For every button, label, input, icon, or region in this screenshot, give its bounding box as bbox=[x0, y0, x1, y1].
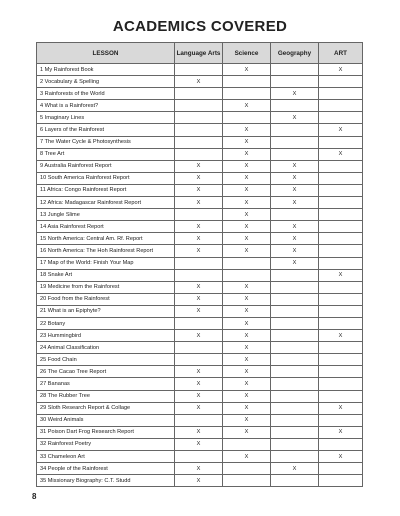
science-cell: X bbox=[223, 293, 271, 305]
art-cell bbox=[319, 390, 363, 402]
science-cell: X bbox=[223, 245, 271, 257]
science-cell: X bbox=[223, 366, 271, 378]
lesson-cell: 25 Food Chain bbox=[37, 354, 175, 366]
lesson-cell: 13 Jungle Slime bbox=[37, 209, 175, 221]
header-science: Science bbox=[223, 43, 271, 64]
art-cell: X bbox=[319, 330, 363, 342]
lesson-cell: 24 Animal Classification bbox=[37, 342, 175, 354]
table-row bbox=[37, 209, 363, 221]
language-arts-cell bbox=[175, 64, 223, 76]
geography-cell bbox=[271, 414, 319, 426]
table-row bbox=[37, 378, 363, 390]
language-arts-cell: X bbox=[175, 330, 223, 342]
lesson-cell: 34 People of the Rainforest bbox=[37, 463, 175, 475]
lesson-cell: 4 What is a Rainforest? bbox=[37, 100, 175, 112]
science-cell: X bbox=[223, 342, 271, 354]
table-row bbox=[37, 269, 363, 281]
language-arts-cell: X bbox=[175, 160, 223, 172]
language-arts-cell: X bbox=[175, 305, 223, 317]
lesson-cell: 12 Africa: Madagascar Rainforest Report bbox=[37, 197, 175, 209]
science-cell bbox=[223, 88, 271, 100]
geography-cell bbox=[271, 402, 319, 414]
lesson-cell: 21 What is an Epiphyte? bbox=[37, 305, 175, 317]
lesson-cell: 27 Bananas bbox=[37, 378, 175, 390]
science-cell: X bbox=[223, 100, 271, 112]
language-arts-cell bbox=[175, 88, 223, 100]
geography-cell bbox=[271, 342, 319, 354]
art-cell bbox=[319, 293, 363, 305]
geography-cell: X bbox=[271, 245, 319, 257]
art-cell bbox=[319, 463, 363, 475]
geography-cell bbox=[271, 281, 319, 293]
science-cell: X bbox=[223, 136, 271, 148]
lesson-cell: 5 Imaginary Lines bbox=[37, 112, 175, 124]
language-arts-cell bbox=[175, 317, 223, 329]
science-cell bbox=[223, 269, 271, 281]
art-cell bbox=[319, 257, 363, 269]
art-cell: X bbox=[319, 148, 363, 160]
lesson-cell: 31 Poison Dart Frog Research Report bbox=[37, 426, 175, 438]
science-cell bbox=[223, 257, 271, 269]
science-cell bbox=[223, 438, 271, 450]
geography-cell bbox=[271, 330, 319, 342]
table-row bbox=[37, 245, 363, 257]
page-number: 8 bbox=[32, 492, 37, 501]
science-cell: X bbox=[223, 317, 271, 329]
geography-cell: X bbox=[271, 88, 319, 100]
table-header-row bbox=[37, 43, 363, 64]
table-row bbox=[37, 354, 363, 366]
geography-cell bbox=[271, 148, 319, 160]
table-row bbox=[37, 426, 363, 438]
language-arts-cell bbox=[175, 269, 223, 281]
science-cell: X bbox=[223, 354, 271, 366]
geography-cell bbox=[271, 293, 319, 305]
art-cell bbox=[319, 172, 363, 184]
art-cell: X bbox=[319, 64, 363, 76]
science-cell: X bbox=[223, 124, 271, 136]
language-arts-cell: X bbox=[175, 402, 223, 414]
language-arts-cell: X bbox=[175, 233, 223, 245]
art-cell bbox=[319, 475, 363, 487]
art-cell bbox=[319, 221, 363, 233]
language-arts-cell: X bbox=[175, 475, 223, 487]
table-row bbox=[37, 451, 363, 463]
geography-cell: X bbox=[271, 184, 319, 196]
language-arts-cell bbox=[175, 124, 223, 136]
table-row bbox=[37, 402, 363, 414]
lesson-cell: 26 The Cacao Tree Report bbox=[37, 366, 175, 378]
table-row bbox=[37, 438, 363, 450]
table-row bbox=[37, 76, 363, 88]
lesson-cell: 33 Chameleon Art bbox=[37, 451, 175, 463]
geography-cell bbox=[271, 378, 319, 390]
lesson-cell: 7 The Water Cycle & Photosynthesis bbox=[37, 136, 175, 148]
science-cell: X bbox=[223, 160, 271, 172]
lesson-cell: 6 Layers of the Rainforest bbox=[37, 124, 175, 136]
geography-cell bbox=[271, 64, 319, 76]
header-lesson: LESSON bbox=[37, 43, 175, 64]
lesson-cell: 28 The Rubber Tree bbox=[37, 390, 175, 402]
table-row bbox=[37, 112, 363, 124]
science-cell: X bbox=[223, 414, 271, 426]
science-cell: X bbox=[223, 305, 271, 317]
lesson-cell: 17 Map of the World: Finish Your Map bbox=[37, 257, 175, 269]
science-cell bbox=[223, 112, 271, 124]
lesson-cell: 1 My Rainforest Book bbox=[37, 64, 175, 76]
language-arts-cell bbox=[175, 136, 223, 148]
language-arts-cell bbox=[175, 148, 223, 160]
language-arts-cell bbox=[175, 100, 223, 112]
science-cell: X bbox=[223, 233, 271, 245]
geography-cell: X bbox=[271, 112, 319, 124]
science-cell: X bbox=[223, 221, 271, 233]
table-row bbox=[37, 390, 363, 402]
science-cell: X bbox=[223, 426, 271, 438]
language-arts-cell: X bbox=[175, 463, 223, 475]
art-cell bbox=[319, 136, 363, 148]
geography-cell bbox=[271, 209, 319, 221]
science-cell: X bbox=[223, 148, 271, 160]
lesson-cell: 23 Hummingbird bbox=[37, 330, 175, 342]
art-cell bbox=[319, 209, 363, 221]
geography-cell bbox=[271, 438, 319, 450]
geography-cell bbox=[271, 317, 319, 329]
table-row bbox=[37, 160, 363, 172]
geography-cell bbox=[271, 366, 319, 378]
table-row bbox=[37, 136, 363, 148]
table-row bbox=[37, 233, 363, 245]
art-cell bbox=[319, 438, 363, 450]
lesson-cell: 3 Rainforests of the World bbox=[37, 88, 175, 100]
geography-cell: X bbox=[271, 221, 319, 233]
science-cell bbox=[223, 475, 271, 487]
geography-cell: X bbox=[271, 233, 319, 245]
geography-cell: X bbox=[271, 197, 319, 209]
table-row bbox=[37, 330, 363, 342]
table-row bbox=[37, 172, 363, 184]
science-cell: X bbox=[223, 330, 271, 342]
table-row bbox=[37, 305, 363, 317]
art-cell bbox=[319, 378, 363, 390]
lesson-cell: 9 Australia Rainforest Report bbox=[37, 160, 175, 172]
science-cell bbox=[223, 463, 271, 475]
geography-cell bbox=[271, 305, 319, 317]
art-cell: X bbox=[319, 402, 363, 414]
geography-cell bbox=[271, 76, 319, 88]
page-title: ACADEMICS COVERED bbox=[112, 18, 288, 35]
table-row bbox=[37, 293, 363, 305]
lesson-cell: 16 North America: The Hoh Rainforest Report bbox=[37, 245, 175, 257]
art-cell bbox=[319, 245, 363, 257]
table-row bbox=[37, 124, 363, 136]
art-cell bbox=[319, 305, 363, 317]
lesson-cell: 29 Sloth Research Report & Collage bbox=[37, 402, 175, 414]
header-art: ART bbox=[319, 43, 363, 64]
art-cell bbox=[319, 100, 363, 112]
art-cell: X bbox=[319, 124, 363, 136]
art-cell bbox=[319, 354, 363, 366]
geography-cell bbox=[271, 354, 319, 366]
table-row bbox=[37, 257, 363, 269]
geography-cell bbox=[271, 426, 319, 438]
table-row bbox=[37, 366, 363, 378]
lesson-cell: 22 Botany bbox=[37, 317, 175, 329]
table-row bbox=[37, 148, 363, 160]
language-arts-cell: X bbox=[175, 390, 223, 402]
science-cell bbox=[223, 76, 271, 88]
geography-cell: X bbox=[271, 257, 319, 269]
science-cell: X bbox=[223, 209, 271, 221]
table-row bbox=[37, 342, 363, 354]
lesson-cell: 30 Weird Animals bbox=[37, 414, 175, 426]
art-cell bbox=[319, 197, 363, 209]
language-arts-cell bbox=[175, 209, 223, 221]
language-arts-cell: X bbox=[175, 378, 223, 390]
language-arts-cell bbox=[175, 112, 223, 124]
art-cell bbox=[319, 184, 363, 196]
table-row bbox=[37, 100, 363, 112]
header-language-arts: Language Arts bbox=[175, 43, 223, 64]
geography-cell: X bbox=[271, 160, 319, 172]
table-row bbox=[37, 475, 363, 487]
art-cell bbox=[319, 88, 363, 100]
geography-cell bbox=[271, 451, 319, 463]
science-cell: X bbox=[223, 378, 271, 390]
science-cell: X bbox=[223, 64, 271, 76]
table-row bbox=[37, 184, 363, 196]
art-cell bbox=[319, 281, 363, 293]
lesson-cell: 32 Rainforest Poetry bbox=[37, 438, 175, 450]
table-row bbox=[37, 414, 363, 426]
lesson-cell: 15 North America: Central Am. Rf. Report bbox=[37, 233, 175, 245]
lesson-cell: 11 Africa: Congo Rainforest Report bbox=[37, 184, 175, 196]
lesson-cell: 14 Asia Rainforest Report bbox=[37, 221, 175, 233]
table-row bbox=[37, 197, 363, 209]
language-arts-cell: X bbox=[175, 76, 223, 88]
art-cell bbox=[319, 317, 363, 329]
science-cell: X bbox=[223, 451, 271, 463]
science-cell: X bbox=[223, 172, 271, 184]
art-cell bbox=[319, 414, 363, 426]
table-row bbox=[37, 221, 363, 233]
geography-cell bbox=[271, 124, 319, 136]
geography-cell bbox=[271, 136, 319, 148]
language-arts-cell: X bbox=[175, 293, 223, 305]
science-cell: X bbox=[223, 402, 271, 414]
lesson-cell: 19 Medicine from the Rainforest bbox=[37, 281, 175, 293]
science-cell: X bbox=[223, 197, 271, 209]
geography-cell bbox=[271, 100, 319, 112]
language-arts-cell: X bbox=[175, 366, 223, 378]
science-cell: X bbox=[223, 390, 271, 402]
language-arts-cell: X bbox=[175, 245, 223, 257]
geography-cell: X bbox=[271, 172, 319, 184]
language-arts-cell: X bbox=[175, 426, 223, 438]
language-arts-cell: X bbox=[175, 184, 223, 196]
geography-cell: X bbox=[271, 463, 319, 475]
geography-cell bbox=[271, 390, 319, 402]
lesson-cell: 10 South America Rainforest Report bbox=[37, 172, 175, 184]
academics-table bbox=[36, 42, 363, 487]
language-arts-cell: X bbox=[175, 281, 223, 293]
art-cell bbox=[319, 342, 363, 354]
lesson-cell: 8 Tree Art bbox=[37, 148, 175, 160]
table-row bbox=[37, 317, 363, 329]
art-cell: X bbox=[319, 451, 363, 463]
language-arts-cell bbox=[175, 414, 223, 426]
language-arts-cell bbox=[175, 451, 223, 463]
table-row bbox=[37, 64, 363, 76]
lesson-cell: 2 Vocabulary & Spelling bbox=[37, 76, 175, 88]
lesson-cell: 20 Food from the Rainforest bbox=[37, 293, 175, 305]
lesson-cell: 35 Missionary Biography: C.T. Studd bbox=[37, 475, 175, 487]
table-row bbox=[37, 281, 363, 293]
table-row bbox=[37, 88, 363, 100]
language-arts-cell bbox=[175, 342, 223, 354]
science-cell: X bbox=[223, 281, 271, 293]
science-cell: X bbox=[223, 184, 271, 196]
art-cell bbox=[319, 160, 363, 172]
geography-cell bbox=[271, 269, 319, 281]
language-arts-cell: X bbox=[175, 197, 223, 209]
header-geography: Geography bbox=[271, 43, 319, 64]
language-arts-cell: X bbox=[175, 221, 223, 233]
geography-cell bbox=[271, 475, 319, 487]
art-cell bbox=[319, 233, 363, 245]
art-cell: X bbox=[319, 426, 363, 438]
art-cell bbox=[319, 76, 363, 88]
art-cell bbox=[319, 112, 363, 124]
language-arts-cell: X bbox=[175, 438, 223, 450]
lesson-cell: 18 Snake Art bbox=[37, 269, 175, 281]
language-arts-cell: X bbox=[175, 172, 223, 184]
table-row bbox=[37, 463, 363, 475]
table-body bbox=[37, 64, 363, 487]
art-cell: X bbox=[319, 269, 363, 281]
language-arts-cell bbox=[175, 257, 223, 269]
language-arts-cell bbox=[175, 354, 223, 366]
art-cell bbox=[319, 366, 363, 378]
